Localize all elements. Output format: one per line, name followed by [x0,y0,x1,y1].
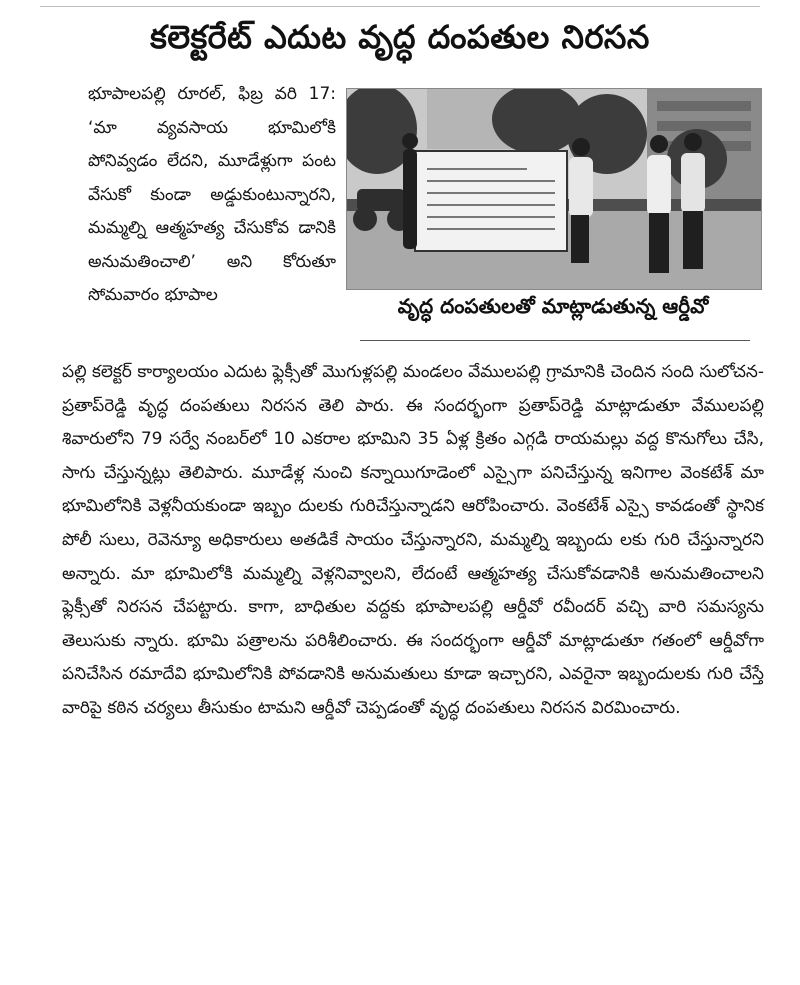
intro-column [88,78,336,313]
body-column [62,356,764,726]
body-paragraph: పల్లి కలెక్టర్ కార్యాలయం ఎదుట ఫ్లెక్సీతో మొగుళ్లపల్లి మండలం వేములపల్లి గ్రామానికి చెందిన సంది సులోచన-ప్రతాప్‌రెడ్డి వృద్ధ దంపతులు నిరసన తెలి పారు. ఈ సందర్భంగా ప్రతాప్‌రెడ్డి మాట్లాడుతూ వేములపల్లి శివారులోని 79 సర్వే నంబర్‌లో 10 ఎకరాల భూమిని 35 ఏళ్ల క్రితం ఎగ్గడి రాయమల్లు వద్ద కొనుగోలు చేసి, సాగు చేస్తున్నట్లు తెలిపారు. మూడేళ్ల నుంచి కన్నాయిగూడెంలో ఎస్సైగా పనిచేస్తున్న ఇనిగాల వెంకటేశ్ మా భూమిలోనికి వెళ్లనీయకుండా ఇబ్బం దులకు గురిచేస్తున్నాడని ఆరోపించారు. వెంకటేశ్ ఎస్సై కావడంతో స్థానిక పోలీ సులు, రెవెన్యూ అధికారులు అతడికే సాయం చేస్తున్నారని, మమ్మల్ని ఇబ్బందు లకు గురి చేస్తున్నారని అన్నారు. మా భూమిలోకి మమ్మల్ని వెళ్లనివ్వాలని, లేదంటే ఆత్మహత్య చేసుకోవడానికి అనుమతించాలని ఫ్లెక్సీతో నిరసన చేపట్టారు. కాగా, బాధితుల వద్దకు భూపాలపల్లి ఆర్డీవో రవీందర్ వచ్చి వారి సమస్యను తెలుసుకు న్నారు. భూమి పత్రాలను పరిశీలించారు. ఈ సందర్భంగా ఆర్డీవో మాట్లాడుతూ గతంలో ఆర్డీవోగా పనిచేసిన రమాదేవి భూమిలోనికి పోవడానికి అనుమతులు కూడా ఇచ్చారని, ఎవరైనా ఇబ్బందులకు గురి చేస్తే వారిపై కఠిన చర్యలు తీసుకుం టామని ఆర్డీవో చెప్పడంతో వృద్ధ దంపతులు నిరసన విరమించారు. [62,362,764,718]
photo-building-windows [657,101,751,111]
protest-photo-icon [347,89,761,289]
news-photo [346,88,762,290]
headline: కలెక్టరేట్ ఎదుట వృద్ధ దంపతుల నిరసన [150,18,650,56]
caption-rule [360,340,750,341]
photo-banner [415,151,567,251]
top-rule [40,0,760,7]
photo-caption: వృద్ధ దంపతులతో మాట్లాడుతున్న ఆర్డీవో [397,294,709,318]
intro-paragraph: భూపాలపల్లి రూరల్, ఫిబ్ర వరి 17: ‘మా వ్యవసాయ భూమిలోకి పోనివ్వడం లేదని, మూడేళ్లుగా పంట వేసుకో కుండా అడ్డుకుంటున్నారని, మమ్మల్ని ఆత్మహత్య చేసుకోవ డానికి అనుమతించాలి’ అని కోరుతూ సోమవారం భూపాల [88,84,336,305]
